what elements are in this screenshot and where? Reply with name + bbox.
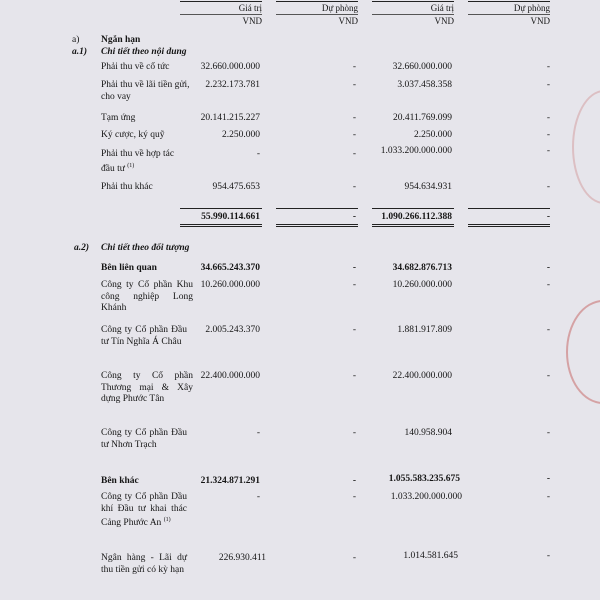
cell-provision: - xyxy=(546,280,550,290)
double-rule xyxy=(180,224,262,225)
cell-value: 1.014.581.645 xyxy=(403,551,458,561)
cell-value: 22.400.000.000 xyxy=(200,371,260,381)
cell-provision: - xyxy=(352,428,356,438)
cell-value: 22.400.000.000 xyxy=(392,371,452,381)
total-rule xyxy=(468,208,550,209)
double-rule xyxy=(468,224,550,225)
header-underline xyxy=(276,14,358,15)
subsection-label: a.2) xyxy=(74,243,90,253)
double-rule xyxy=(180,226,262,227)
row-label: Ký cược, ký quỹ xyxy=(101,130,165,140)
stamp-seal xyxy=(572,90,600,204)
subsection-title: Chi tiết theo đối tượng xyxy=(101,243,190,253)
cell-value: 954.634.931 xyxy=(404,182,452,192)
cell-provision: - xyxy=(546,113,550,123)
subsection-label: a.1) xyxy=(72,47,88,57)
cell-provision: - xyxy=(352,113,356,123)
col-header-value-1: Giá trị xyxy=(238,3,262,13)
cell-provision: - xyxy=(546,492,550,502)
row-label: Phải thu về hợp tác đầu tư $^{(1)}$ xyxy=(101,149,175,174)
cell-value: 1.881.917.809 xyxy=(397,325,452,335)
cell-provision: - xyxy=(546,371,550,381)
cell-provision: - xyxy=(352,553,356,563)
unit-label: VND xyxy=(242,16,262,26)
cell-value: 1.033.200.000.000 xyxy=(380,146,452,156)
unit-label: VND xyxy=(434,16,454,26)
cell-value: 2.250.000 xyxy=(222,130,260,140)
header-rule xyxy=(468,1,550,2)
row-label: Phải thu về cổ tức xyxy=(101,62,170,72)
cell-value: 2.005.243.370 xyxy=(205,325,260,335)
header-underline xyxy=(180,14,262,15)
subsection-title: Chi tiết theo nội dung xyxy=(101,47,187,57)
cell-value: 32.660.000.000 xyxy=(392,62,452,72)
row-label: Ngân hàng - Lãi dự thu tiền gửi có kỳ hạn xyxy=(101,553,187,575)
cell-value: - xyxy=(256,492,260,502)
section-label: a) xyxy=(72,35,80,45)
row-label: Phải thu khác xyxy=(101,182,153,192)
cell-provision: - xyxy=(546,146,550,156)
cell-value: 2.250.000 xyxy=(414,130,452,140)
header-underline xyxy=(468,14,550,15)
group-provision: - xyxy=(352,263,356,273)
cell-provision: - xyxy=(546,130,550,140)
header-underline xyxy=(372,14,454,15)
cell-provision: - xyxy=(352,80,356,90)
group-value: 21.324.871.291 xyxy=(200,476,260,486)
row-label: Công ty Cổ phần Dầu khí Đầu tư khai thác Cảng Phước An $^{(1)}$ xyxy=(101,492,187,529)
double-rule xyxy=(372,226,454,227)
cell-value: 1.033.200.000.000 xyxy=(390,492,462,502)
stamp-seal xyxy=(566,300,600,404)
total-provision: - xyxy=(546,212,550,222)
row-label: Công ty Cổ phần Đầu tư Nhơn Trạch xyxy=(101,428,187,450)
double-rule xyxy=(276,224,358,225)
row-label: Phải thu về lãi tiền gửi, cho vay xyxy=(101,80,190,102)
group-provision: - xyxy=(546,263,550,273)
cell-value: 20.411.769.099 xyxy=(392,113,452,123)
unit-label: VND xyxy=(338,16,358,26)
header-rule xyxy=(276,1,358,2)
double-rule xyxy=(468,226,550,227)
group-provision: - xyxy=(546,474,550,484)
group-provision: - xyxy=(352,476,356,486)
cell-value: 954.475.653 xyxy=(212,182,260,192)
cell-value: 140.958.904 xyxy=(404,428,452,438)
group-label: Bên liên quan xyxy=(101,263,157,273)
row-label: Công ty Cổ phần Khu công nghiệp Long Khánh xyxy=(101,280,193,313)
footnote-mark: (1) xyxy=(127,162,135,169)
cell-value: - xyxy=(256,149,260,159)
cell-provision: - xyxy=(546,80,550,90)
group-value: 34.682.876.713 xyxy=(392,263,452,273)
unit-label: VND xyxy=(530,16,550,26)
group-label: Bên khác xyxy=(101,476,139,486)
cell-provision: - xyxy=(352,130,356,140)
total-value: 55.990.114.661 xyxy=(201,212,260,222)
row-label: Công ty Cổ phần Thương mại & Xây dựng Phước Tân xyxy=(101,371,193,404)
total-rule xyxy=(372,208,454,209)
col-header-value-2: Giá trị xyxy=(430,3,454,13)
cell-provision: - xyxy=(352,149,356,159)
total-value: 1.090.266.112.388 xyxy=(381,212,452,222)
cell-value: 32.660.000.000 xyxy=(200,62,260,72)
cell-value: 20.141.215.227 xyxy=(200,113,260,123)
cell-provision: - xyxy=(352,62,356,72)
cell-provision: - xyxy=(546,182,550,192)
header-rule xyxy=(180,1,262,2)
group-value: 1.055.583.235.675 xyxy=(388,474,460,484)
cell-provision: - xyxy=(546,428,550,438)
col-header-provision-2: Dự phòng xyxy=(513,3,550,13)
row-label: Công ty Cổ phần Đầu tư Tín Nghĩa Á Châu xyxy=(101,325,187,347)
cell-value: 2.232.173.781 xyxy=(205,80,260,90)
total-provision: - xyxy=(352,212,356,222)
header-rule xyxy=(372,1,454,2)
cell-value: 10.260.000.000 xyxy=(200,280,260,290)
double-rule xyxy=(276,226,358,227)
cell-value: 3.037.458.358 xyxy=(397,80,452,90)
cell-provision: - xyxy=(546,551,550,561)
total-rule xyxy=(276,208,358,209)
cell-value: - xyxy=(256,428,260,438)
cell-provision: - xyxy=(546,325,550,335)
col-header-provision-1: Dự phòng xyxy=(321,3,358,13)
double-rule xyxy=(372,224,454,225)
cell-provision: - xyxy=(352,280,356,290)
cell-value: 10.260.000.000 xyxy=(392,280,452,290)
section-title: Ngắn hạn xyxy=(101,35,141,45)
group-value: 34.665.243.370 xyxy=(200,263,260,273)
row-label: Tạm ứng xyxy=(101,113,136,123)
total-rule xyxy=(180,208,262,209)
cell-provision: - xyxy=(352,371,356,381)
cell-provision: - xyxy=(352,325,356,335)
cell-value: 226.930.411 xyxy=(218,553,266,563)
cell-provision: - xyxy=(352,182,356,192)
cell-provision: - xyxy=(352,492,356,502)
footnote-mark: (1) xyxy=(163,517,171,523)
cell-provision: - xyxy=(546,62,550,72)
